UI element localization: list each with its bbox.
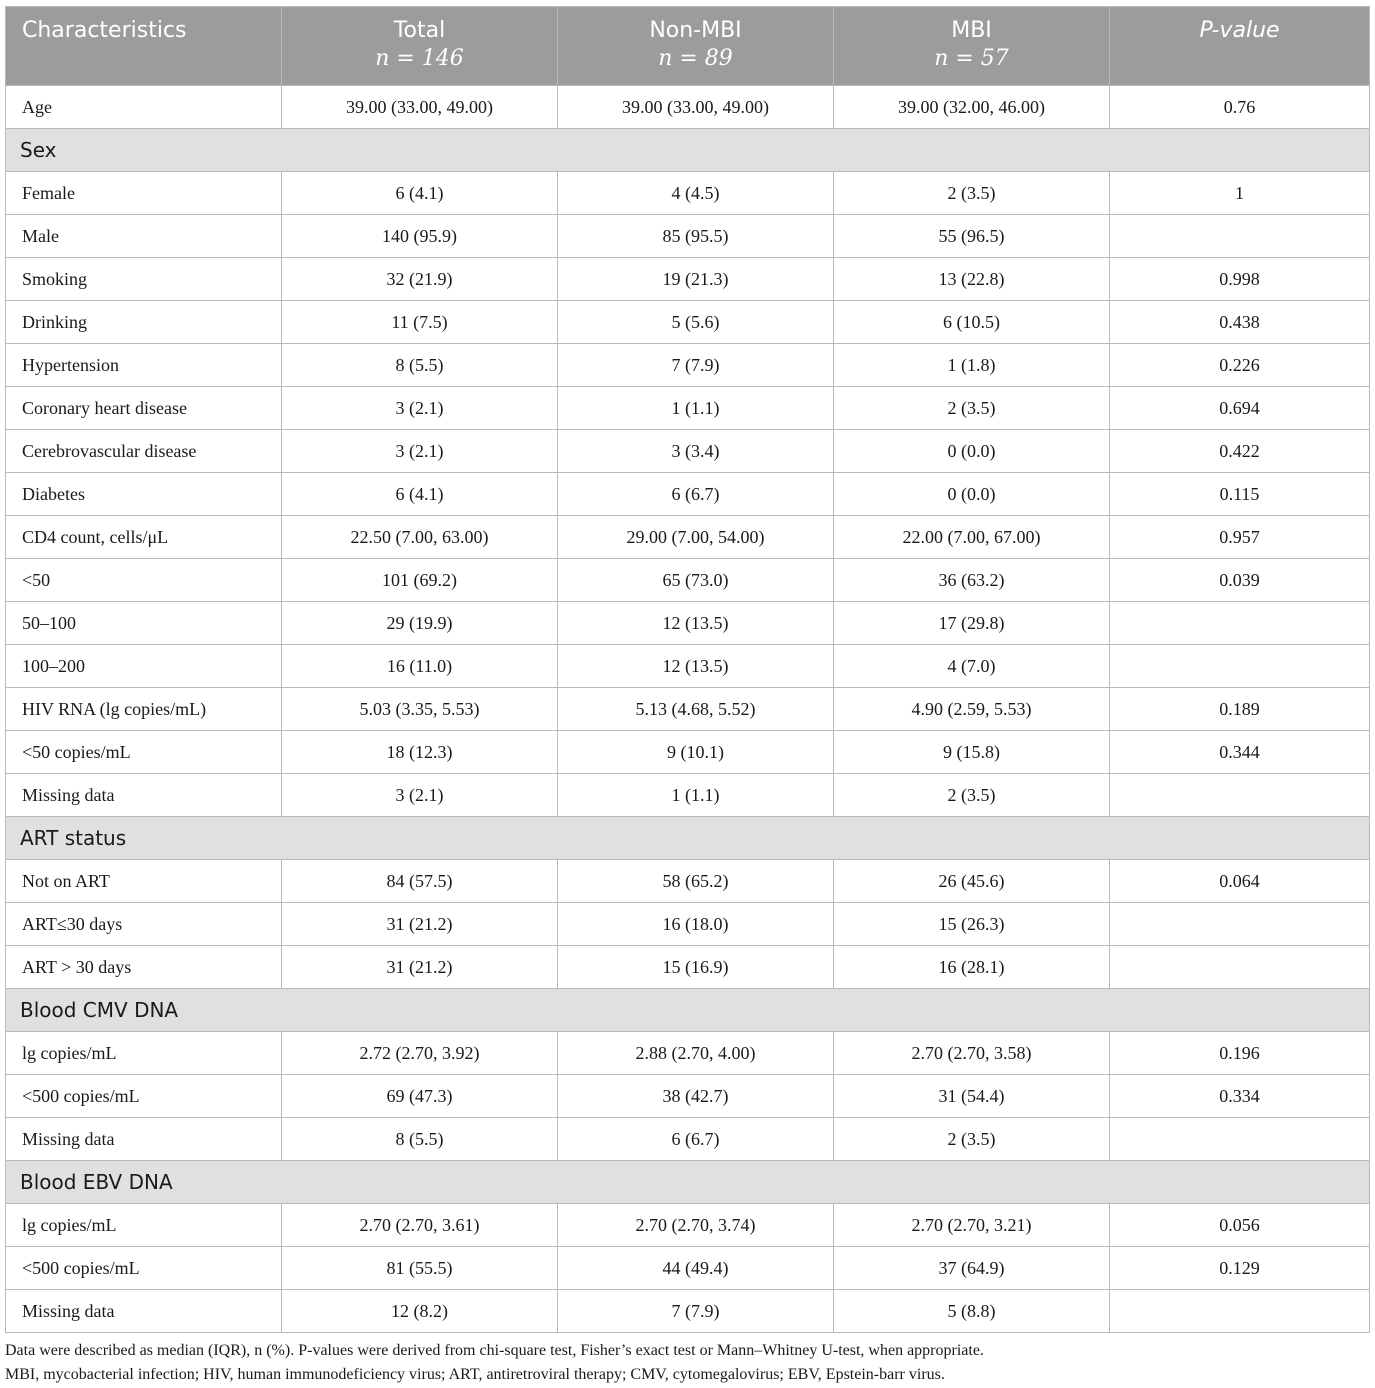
cell-non-mbi: 44 (49.4) [558,1247,834,1290]
cell-p-value [1110,645,1370,688]
table-body [6,86,1370,1333]
cell-p-value: 0.064 [1110,860,1370,903]
cell-non-mbi: 85 (95.5) [558,215,834,258]
row-label: Hypertension [6,344,282,387]
cell-non-mbi: 38 (42.7) [558,1075,834,1118]
cell-total: 31 (21.2) [282,946,558,989]
row-label: Missing data [6,774,282,817]
cell-non-mbi: 65 (73.0) [558,559,834,602]
cell-mbi: 9 (15.8) [834,731,1110,774]
header-title: Non-MBI [649,18,742,43]
row-label: Cerebrovascular disease [6,430,282,473]
table-row [6,516,1370,559]
cell-non-mbi: 2.70 (2.70, 3.74) [558,1204,834,1247]
cell-mbi: 31 (54.4) [834,1075,1110,1118]
cell-p-value: 0.196 [1110,1032,1370,1075]
cell-p-value: 0.226 [1110,344,1370,387]
table-row [6,1118,1370,1161]
table-row [6,1290,1370,1333]
cell-non-mbi: 16 (18.0) [558,903,834,946]
cell-mbi: 16 (28.1) [834,946,1110,989]
cell-p-value: 0.76 [1110,86,1370,129]
header-title: MBI [951,18,992,43]
cell-non-mbi: 6 (6.7) [558,473,834,516]
cell-total: 11 (7.5) [282,301,558,344]
cell-mbi: 37 (64.9) [834,1247,1110,1290]
row-label: HIV RNA (lg copies/mL) [6,688,282,731]
cell-total: 69 (47.3) [282,1075,558,1118]
table-row [6,172,1370,215]
row-label: Missing data [6,1118,282,1161]
row-label: <500 copies/mL [6,1247,282,1290]
cell-total: 140 (95.9) [282,215,558,258]
cell-mbi: 1 (1.8) [834,344,1110,387]
row-label: <50 [6,559,282,602]
row-label: Smoking [6,258,282,301]
cell-total: 8 (5.5) [282,344,558,387]
table-row [6,602,1370,645]
cell-p-value: 0.344 [1110,731,1370,774]
table-row [6,1075,1370,1118]
table-row [6,473,1370,516]
header-n: n = 89 [658,46,733,71]
cell-p-value: 0.056 [1110,1204,1370,1247]
table-row [6,688,1370,731]
cell-mbi: 17 (29.8) [834,602,1110,645]
table-row [6,86,1370,129]
cell-mbi: 4 (7.0) [834,645,1110,688]
cell-mbi: 2 (3.5) [834,774,1110,817]
header-characteristics [6,7,282,86]
section-row [6,817,1370,860]
cell-p-value [1110,946,1370,989]
row-label: ART > 30 days [6,946,282,989]
row-label: Not on ART [6,860,282,903]
row-label: Missing data [6,1290,282,1333]
cell-mbi: 15 (26.3) [834,903,1110,946]
row-label: <500 copies/mL [6,1075,282,1118]
cell-total: 39.00 (33.00, 49.00) [282,86,558,129]
cell-mbi: 4.90 (2.59, 5.53) [834,688,1110,731]
row-label: Female [6,172,282,215]
table-row [6,344,1370,387]
cell-non-mbi: 39.00 (33.00, 49.00) [558,86,834,129]
cell-mbi: 2 (3.5) [834,387,1110,430]
section-row [6,129,1370,172]
section-label: Blood EBV DNA [6,1161,1370,1204]
cell-p-value [1110,215,1370,258]
cell-non-mbi: 7 (7.9) [558,344,834,387]
table-row [6,1247,1370,1290]
section-row [6,1161,1370,1204]
cell-total: 81 (55.5) [282,1247,558,1290]
cell-total: 3 (2.1) [282,774,558,817]
cell-mbi: 2.70 (2.70, 3.58) [834,1032,1110,1075]
table-row [6,903,1370,946]
cell-mbi: 13 (22.8) [834,258,1110,301]
cell-total: 12 (8.2) [282,1290,558,1333]
cell-mbi: 39.00 (32.00, 46.00) [834,86,1110,129]
table-row [6,1032,1370,1075]
cell-mbi: 26 (45.6) [834,860,1110,903]
header-title: P-value [1199,18,1280,43]
cell-mbi: 22.00 (7.00, 67.00) [834,516,1110,559]
cell-mbi: 36 (63.2) [834,559,1110,602]
cell-p-value: 0.957 [1110,516,1370,559]
row-label: ART≤30 days [6,903,282,946]
cell-p-value: 0.422 [1110,430,1370,473]
cell-p-value: 0.334 [1110,1075,1370,1118]
cell-mbi: 2 (3.5) [834,1118,1110,1161]
cell-total: 3 (2.1) [282,430,558,473]
table-row [6,258,1370,301]
table-row [6,559,1370,602]
table-row [6,731,1370,774]
section-label: Sex [6,129,1370,172]
cell-total: 2.72 (2.70, 3.92) [282,1032,558,1075]
table-row [6,301,1370,344]
header-title: Characteristics [22,18,187,43]
table-row [6,430,1370,473]
cell-non-mbi: 4 (4.5) [558,172,834,215]
cell-non-mbi: 12 (13.5) [558,645,834,688]
header-n: n = 146 [375,46,464,71]
footnote-methods: Data were described as median (IQR), n (%). P-values were derived from chi-square test, Fisher’s exact test or Mann–Whitney U-test, when appropriate. [5,1342,984,1359]
cell-non-mbi: 29.00 (7.00, 54.00) [558,516,834,559]
cell-mbi: 55 (96.5) [834,215,1110,258]
header-n: n = 57 [934,46,1009,71]
cell-mbi: 2.70 (2.70, 3.21) [834,1204,1110,1247]
cell-total: 5.03 (3.35, 5.53) [282,688,558,731]
cell-total: 2.70 (2.70, 3.61) [282,1204,558,1247]
row-label: CD4 count, cells/μL [6,516,282,559]
cell-non-mbi: 5 (5.6) [558,301,834,344]
cell-mbi: 0 (0.0) [834,473,1110,516]
cell-total: 18 (12.3) [282,731,558,774]
table-row [6,860,1370,903]
cell-non-mbi: 1 (1.1) [558,387,834,430]
section-row [6,989,1370,1032]
cell-non-mbi: 2.88 (2.70, 4.00) [558,1032,834,1075]
cell-p-value: 0.129 [1110,1247,1370,1290]
cell-p-value: 0.694 [1110,387,1370,430]
table-footnotes [5,1339,1369,1387]
row-label: Male [6,215,282,258]
cell-total: 31 (21.2) [282,903,558,946]
cell-total: 101 (69.2) [282,559,558,602]
cell-non-mbi: 3 (3.4) [558,430,834,473]
table-row [6,645,1370,688]
cell-total: 22.50 (7.00, 63.00) [282,516,558,559]
row-label: 100–200 [6,645,282,688]
cell-non-mbi: 6 (6.7) [558,1118,834,1161]
cell-p-value: 0.039 [1110,559,1370,602]
cell-non-mbi: 58 (65.2) [558,860,834,903]
cell-p-value: 0.998 [1110,258,1370,301]
cell-total: 16 (11.0) [282,645,558,688]
cell-non-mbi: 12 (13.5) [558,602,834,645]
header-p-value [1110,7,1370,86]
cell-p-value [1110,1118,1370,1161]
row-label: Age [6,86,282,129]
cell-non-mbi: 1 (1.1) [558,774,834,817]
cell-p-value: 1 [1110,172,1370,215]
table-row [6,215,1370,258]
table-row [6,1204,1370,1247]
table-row [6,387,1370,430]
cell-mbi: 2 (3.5) [834,172,1110,215]
cell-mbi: 0 (0.0) [834,430,1110,473]
table-row [6,946,1370,989]
cell-total: 8 (5.5) [282,1118,558,1161]
cell-non-mbi: 15 (16.9) [558,946,834,989]
header-non-mbi [558,7,834,86]
row-label: lg copies/mL [6,1204,282,1247]
cell-non-mbi: 7 (7.9) [558,1290,834,1333]
cell-non-mbi: 9 (10.1) [558,731,834,774]
cell-total: 3 (2.1) [282,387,558,430]
cell-total: 6 (4.1) [282,172,558,215]
row-label: Diabetes [6,473,282,516]
header-total [282,7,558,86]
cell-non-mbi: 5.13 (4.68, 5.52) [558,688,834,731]
characteristics-table [5,6,1370,1333]
cell-total: 84 (57.5) [282,860,558,903]
cell-p-value [1110,602,1370,645]
row-label: Drinking [6,301,282,344]
section-label: Blood CMV DNA [6,989,1370,1032]
row-label: 50–100 [6,602,282,645]
row-label: lg copies/mL [6,1032,282,1075]
cell-total: 29 (19.9) [282,602,558,645]
section-label: ART status [6,817,1370,860]
cell-p-value: 0.438 [1110,301,1370,344]
cell-mbi: 5 (8.8) [834,1290,1110,1333]
header-row [6,7,1370,86]
cell-p-value [1110,903,1370,946]
cell-non-mbi: 19 (21.3) [558,258,834,301]
cell-p-value: 0.189 [1110,688,1370,731]
cell-p-value [1110,774,1370,817]
row-label: <50 copies/mL [6,731,282,774]
header-mbi [834,7,1110,86]
cell-p-value [1110,1290,1370,1333]
footnote-abbreviations: MBI, mycobacterial infection; HIV, human immunodeficiency virus; ART, antiretroviral therapy; CMV, cytomegalovirus; EBV, Epstein-barr virus. [5,1366,945,1383]
cell-total: 6 (4.1) [282,473,558,516]
row-label: Coronary heart disease [6,387,282,430]
cell-total: 32 (21.9) [282,258,558,301]
cell-mbi: 6 (10.5) [834,301,1110,344]
cell-p-value: 0.115 [1110,473,1370,516]
table-row [6,774,1370,817]
header-title: Total [393,18,446,43]
